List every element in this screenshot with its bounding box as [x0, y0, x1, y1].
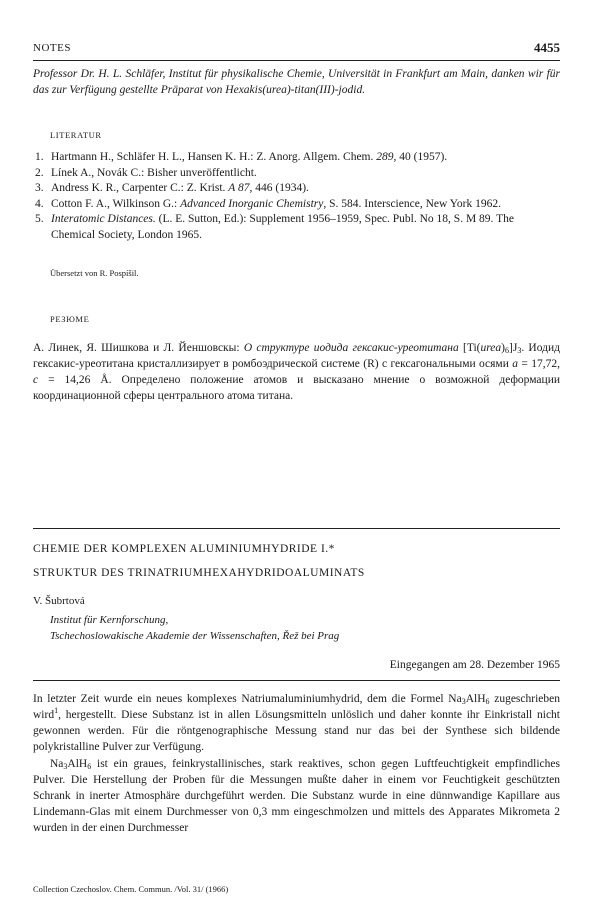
article-title-line-1: CHEMIE DER KOMPLEXEN ALUMINIUMHYDRIDE I.*: [33, 543, 335, 555]
reference-item: 4. Cotton F. A., Wilkinson G.: Advanced Inorganic Chemistry, S. 584. Interscience, New York 1962.: [35, 197, 501, 210]
running-header: [33, 40, 560, 58]
received-date: Eingegangen am 28. Dezember 1965: [389, 659, 560, 671]
russian-summary: А. Линек, Я. Шишкова и Л. Йеншовскы: О структуре иодида гексакис-уреотитана $[Ti(urea)_6]J_3$. Иодид гексакис-уреотитана кристаллизирует в ромбоэдрической системе (R) с гексагональными осями a = 17,72, c = 14,26 Å. Определено положение атомов и высказано мнение о возможной деформации координационной сферы центрального атома титана.: [33, 342, 561, 402]
reference-item: 1. Hartmann H., Schläfer H. L., Hansen K. H.: Z. Anorg. Allgem. Chem. 289, 40 (1957).: [35, 151, 448, 163]
page-number: 4455: [534, 40, 560, 55]
resume-heading: РЕЗЮМЕ: [50, 314, 90, 324]
acknowledgement: Professor Dr. H. L. Schläfer, Institut für physikalische Chemie, Universität in Frankfurt am Main, danken wir für das zur Verfügung gestellte Präparat von Hexakis(urea)-titan(III)-jodid.: [33, 68, 560, 96]
literatur-heading: LITERATUR: [50, 130, 102, 140]
reference-item: 2. Línek A., Novák C.: Bisher unveröffentlicht.: [35, 166, 257, 179]
body-paragraph-1: In letzter Zeit wurde ein neues komplexes Natriumaluminiumhydrid, dem die Formel $Na_3AlH_6$ zugeschrieben wird$^1$, hergestellt. Diese Substanz ist in allen Lösungsmitteln unlöslich und daher konnte ihr Einkristall nicht gewonnen werden. Für die röntgenographische Messung stand nur das bei der Synthese sich bildende polykristalline Pulver zur Verfügung.: [33, 693, 560, 753]
author-affiliation: Institut für Kernforschung, Tschechoslowakische Akademie der Wissenschaften, Řež bei Prag: [50, 614, 340, 642]
header-rule: [33, 60, 560, 61]
reference-list: [33, 150, 560, 243]
translator-note: Übersetzt von R. Pospíšil.: [50, 268, 139, 278]
section-label: NOTES: [33, 42, 71, 54]
section-divider: [33, 528, 560, 529]
article-author: V. Šubrtová: [33, 595, 85, 607]
article-title-line-2: STRUKTUR DES TRINATRIUMHEXAHYDRIDOALUMINATS: [33, 567, 365, 579]
reference-item: 5. Interatomic Distances. (L. E. Sutton, Ed.): Supplement 1956–1959, Spec. Publ. No 18, S. M 89. The Chemical Society, London 1965.: [35, 213, 514, 241]
body-paragraph-2: $Na_3AlH_6$ ist ein graues, feinkrystallinisches, stark reaktives, schon gegen Luftfeuchtigkeit empfindliches Pulver. Die Herstellung der Proben für die Messungen mußte daher in einem vor Feuchtigkeit geschützten Schrank in inerter Atmosphäre durchgeführt werden. Die Substanz wurde in eine dünnwandige Kapillare aus Lindemann-Glas mit einem Durchmesser von 0,3 mm eingeschmolzen und mittels des Apparates Mikrometa 2 wurden in der einen Durchmesser: [33, 758, 560, 834]
abstract-divider: [33, 680, 560, 681]
reference-item: 3. Andress K. R., Carpenter C.: Z. Krist. A 87, 446 (1934).: [35, 182, 309, 194]
journal-footer: Collection Czechoslov. Chem. Commun. /Vol. 31/ (1966): [33, 884, 229, 894]
